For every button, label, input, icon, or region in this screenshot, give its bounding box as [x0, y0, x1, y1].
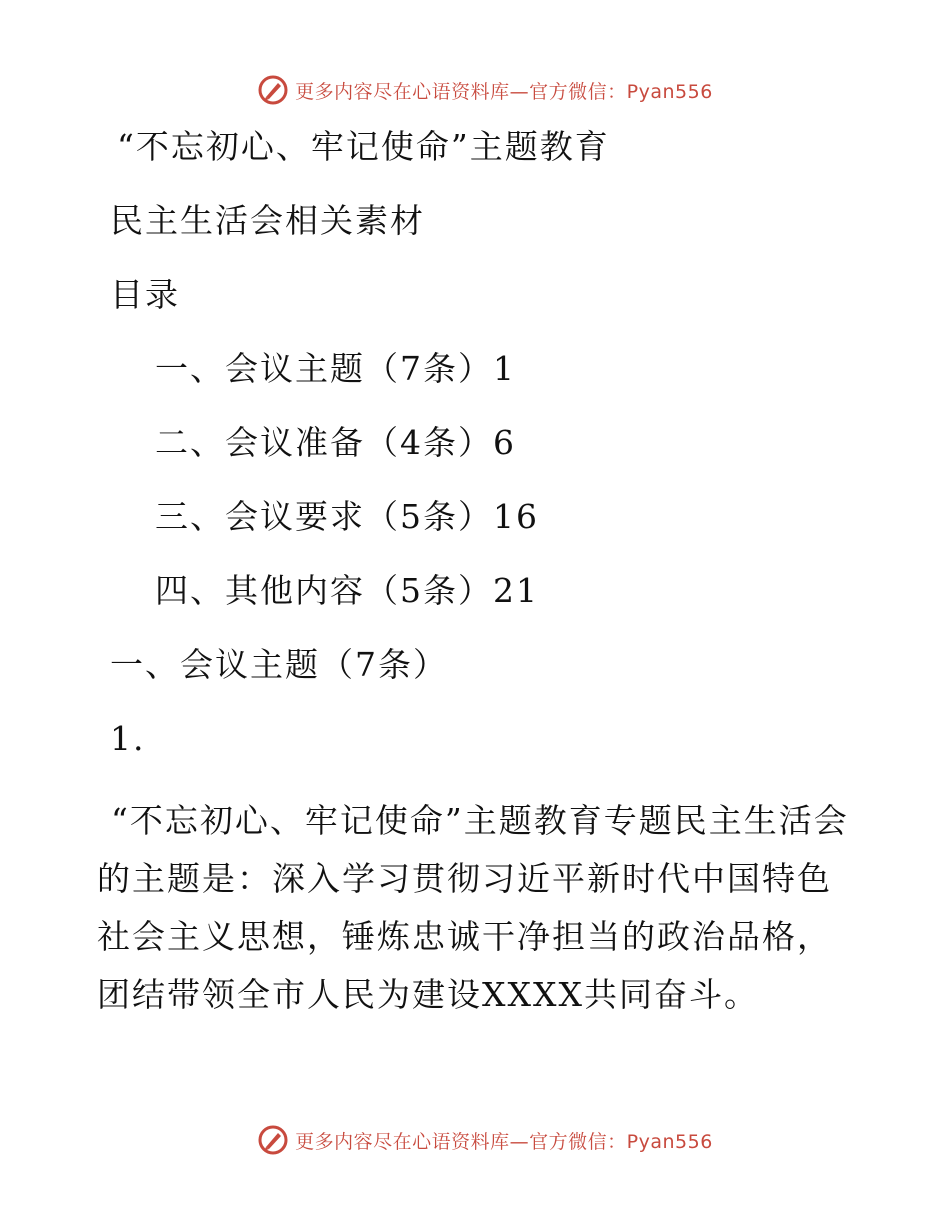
logo-icon [257, 74, 289, 106]
watermark-text: 更多内容尽在心语资料库—官方微信：Pyan556 [295, 1130, 713, 1153]
footer-watermark-content [257, 1124, 713, 1156]
body-paragraph-block [97, 792, 857, 1024]
toc-item-2: 二、会议准备（4条）6 [155, 423, 516, 462]
toc-item-3: 三、会议要求（5条）16 [155, 497, 539, 536]
watermark-text: 更多内容尽在心语资料库—官方微信：Pyan556 [295, 80, 713, 103]
logo-icon [257, 1124, 289, 1156]
header-watermark [0, 70, 950, 110]
footer-watermark [0, 1120, 950, 1160]
body-paragraph: “不忘初心、牢记使命”主题教育专题民主生活会的主题是：深入学习贯彻习近平新时代中国特色社会主义思想，锤炼忠诚干净担当的政治品格，团结带领全市人民为建设XXXX共同奋斗。 [97, 801, 849, 1014]
section-heading: 一、会议主题（7条） [110, 645, 448, 684]
item-number: 1. [110, 719, 146, 758]
header-watermark-content [257, 74, 713, 106]
toc-item-4: 四、其他内容（5条）21 [155, 571, 539, 610]
document-title-line2: 民主生活会相关素材 [110, 201, 425, 240]
document-title-line1: “不忘初心、牢记使命”主题教育 [117, 127, 610, 166]
toc-heading: 目录 [110, 275, 180, 314]
toc-item-1: 一、会议主题（7条）1 [155, 349, 516, 388]
